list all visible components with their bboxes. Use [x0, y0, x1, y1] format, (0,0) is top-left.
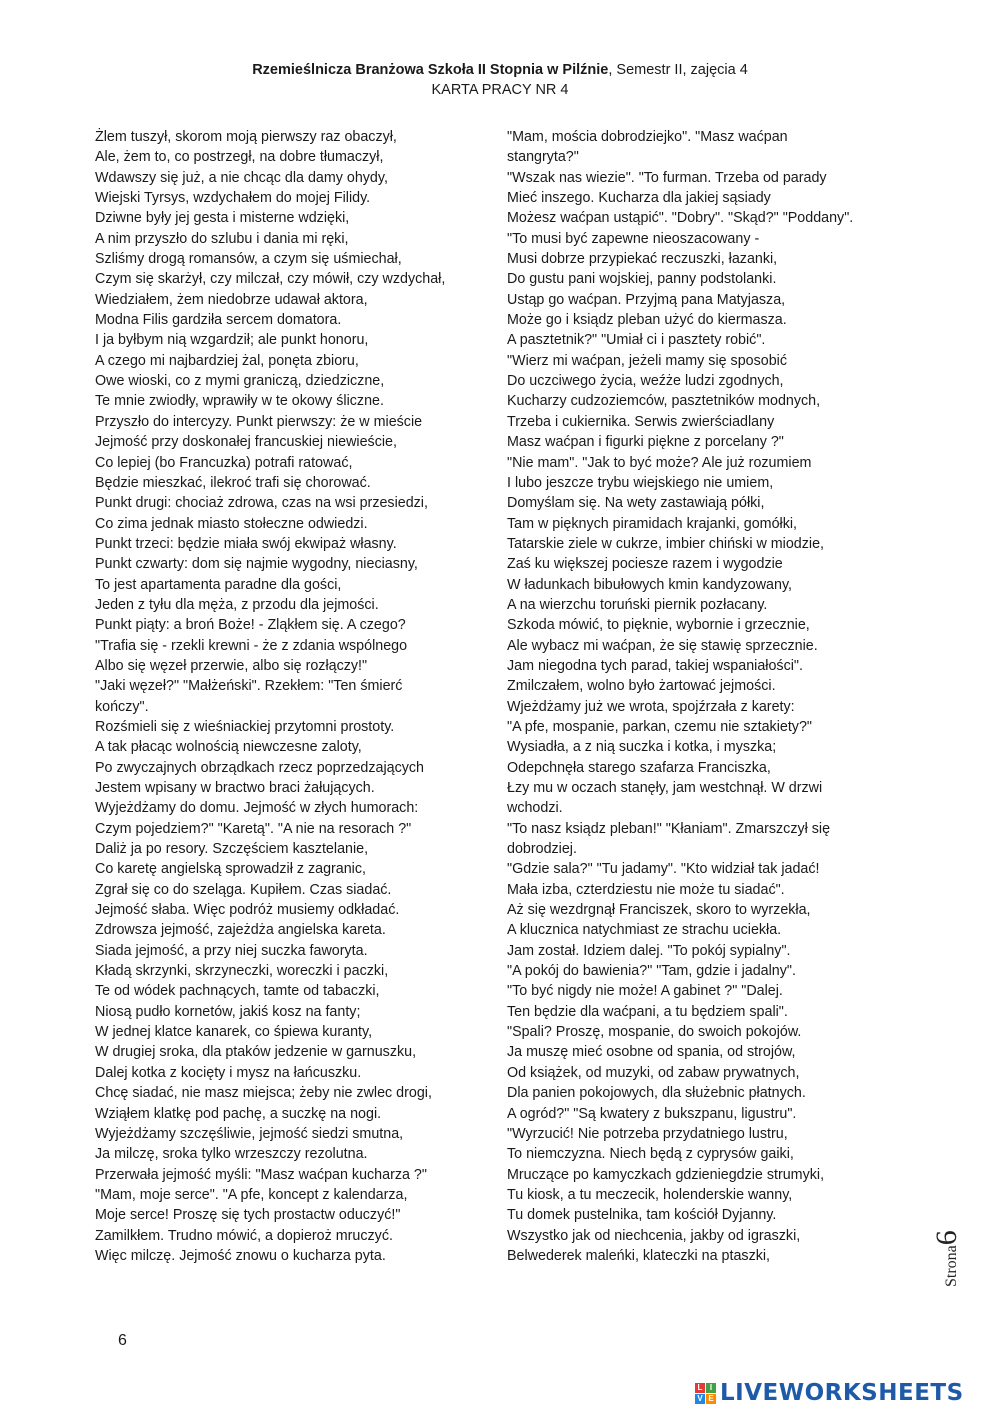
poem-line: Trzeba i cukiernika. Serwis zwierściadlany [507, 413, 775, 430]
poem-line: Te od wódek pachnących, tamte od tabaczki, [95, 983, 380, 1000]
poem-line: "To nasz ksiądz pleban!" "Kłaniam". Zmarszczył się [507, 820, 831, 837]
poem-line: Mieć inszego. Kucharza dla jakiej sąsiady [507, 190, 771, 207]
poem-line: To niemczyzna. Niech będą z cyprysów gaiki, [507, 1146, 794, 1163]
poem-line: Dalej kotka z kocięty i mysz na łańcuszku. [95, 1064, 362, 1081]
poem-line: Punkt drugi: chociaż zdrowa, czas na wsi przesiedzi, [95, 495, 428, 512]
poem-line: Punkt trzeci: będzie miała swój ekwipaż własny. [95, 535, 397, 552]
poem-line: Więc milczę. Jejmość znowu o kucharza pyta. [95, 1247, 386, 1264]
poem-line: wchodzi. [507, 800, 563, 817]
poem-line: Tu domek pustelnika, tam kościół Dyjanny. [507, 1207, 777, 1224]
poem-line: Dla panien pokojowych, dla służebnic płatnych. [507, 1085, 806, 1102]
poem-line: A ogród?" "Są kwatery z bukszpanu, ligustru". [507, 1105, 797, 1122]
poem-line: Musi dobrze przypiekać reczuszki, łazanki, [507, 251, 778, 268]
poem-line: Jeden z tyłu dla męża, z przodu dla jejmości. [95, 596, 379, 613]
poem-line: Wiedziałem, żem niedobrze udawał aktora, [95, 291, 368, 308]
poem-line: Domyślam się. Na wety zastawiają półki, [507, 495, 765, 512]
poem-line: "Wyrzucić! Nie potrzeba przydatniego lustru, [507, 1125, 788, 1142]
poem-line: "Mam, moje serce". "A pfe, koncept z kalendarza, [95, 1186, 408, 1203]
poem-line: "Wierz mi waćpan, jeżeli mamy się sposobić [507, 352, 787, 369]
poem-line: Kucharzy cudzoziemców, pasztetników modnych, [507, 393, 821, 410]
poem-line: Żlem tuszył, skorom moją pierwszy raz obaczył, [95, 129, 397, 145]
poem-line: W ładunkach bibułowych kmin kandyzowany, [507, 576, 793, 593]
poem-line: A czego mi najbardziej żal, ponęta zbioru, [95, 352, 359, 369]
poem-line: Ale, żem to, co postrzegł, na dobre tłumaczył, [95, 149, 384, 166]
poem-line: Masz waćpan i figurki piękne z porcelany ?" [507, 434, 784, 451]
poem-line: Daliż ja po resory. Szczęściem kasztelanie, [95, 841, 369, 858]
poem-line: Może go i ksiądz pleban użyć do kiermasza. [507, 312, 787, 329]
side-page-number [918, 1215, 988, 1290]
poem-line: "To musi być zapewne nieoszacowany - [507, 230, 760, 247]
poem-line: Zaś ku większej pociesze razem i wygodzie [507, 556, 783, 573]
poem-line: Jestem wpisany w bractwo braci żałujących. [95, 780, 375, 796]
poem-line: Czym się skarżył, czy milczał, czy mówił, czy wzdychał, [95, 271, 446, 288]
poem-line: Co lepiej (bo Francuzka) potrafi ratować, [95, 454, 353, 471]
document-header [0, 60, 1000, 100]
school-name: Rzemieślnicza Branżowa Szkoła II Stopnia w Pilźnie [252, 62, 609, 78]
poem-line: Co zima jednak miasto stołeczne odwiedzi. [95, 515, 368, 532]
logo-block-i: I [706, 1383, 716, 1393]
poem-line: "Nie mam". "Jak to być może? Ale już rozumiem [507, 454, 812, 471]
poem-line: Ja milczę, sroka tylko wrzeszczy rezolutna. [95, 1146, 368, 1163]
poem-line: Punkt piąty: a broń Boże! - Zląkłem się. A czego? [95, 617, 406, 634]
poem-line: Co karetę angielską sprowadził z zagranic, [95, 861, 366, 878]
poem-line: I lubo jeszcze trybu wiejskiego nie umiem, [507, 474, 774, 491]
poem-line: Owe wioski, co z mymi graniczą, dziedziczne, [95, 373, 385, 390]
poem-line: Ustąp go waćpan. Przyjmą pana Matyjasza, [507, 291, 786, 308]
poem-line: Od książek, od muzyki, od zabaw prywatnych, [507, 1064, 800, 1081]
poem-line: Do gustu pani wojskiej, panny podstolanki. [507, 271, 777, 288]
logo-block-e: E [706, 1394, 716, 1404]
poem-line: "Trafia się - rzekli krewni - że z zdania wspólnego [95, 637, 408, 654]
poem-line: A klucznica natychmiast ze strachu uciekła. [507, 922, 782, 939]
poem-line: Wysiadła, a z nią suczka i kotka, i myszka; [507, 739, 777, 756]
poem-line: Zgrał się co do szeląga. Kupiłem. Czas siadać. [95, 881, 392, 898]
poem-line: A na wierzchu toruński piernik pozłacany. [507, 596, 768, 613]
poem-line: Wiejski Tyrsys, wzdychałem do mojej Filidy. [95, 190, 371, 207]
poem-line: Jam niegodna tych parad, takiej wspaniałości". [507, 657, 803, 674]
poem-line: To jest apartamenta paradne dla gości, [95, 576, 342, 593]
poem-line: Tam w pięknych piramidach krajanki, gomółki, [507, 515, 798, 532]
poem-line: Ale wybacz mi waćpan, że się stawię sprzecznie. [507, 637, 818, 654]
semester-info: , Semestr II, zajęcia 4 [608, 62, 748, 78]
worksheet-title: KARTA PRACY NR 4 [431, 82, 569, 98]
liveworksheets-logo-icon [695, 1383, 716, 1404]
poem-line: Wdawszy się już, a nie chcąc dla damy ohydy, [95, 169, 388, 186]
poem-line: Wyjeżdżamy szczęśliwie, jejmość siedzi smutna, [95, 1125, 404, 1142]
poem-line: Tatarskie ziele w cukrze, imbier chiński w miodzie, [507, 535, 825, 552]
poem-line: "To być nigdy nie może! A gabinet ?" "Dalej. [507, 983, 783, 1000]
poem-line: Przerwała jejmość myśli: "Masz waćpan kucharza ?" [95, 1166, 427, 1183]
poem-line: Jejmość słaba. Więc podróż musiemy odkładać. [95, 902, 400, 919]
poem-line: "A pfe, mospanie, parkan, czemu nie sztakiety?" [507, 718, 812, 735]
poem-line: Dziwne były jej gesta i misterne wdzięki, [95, 210, 350, 227]
poem-line: "Jaki węzeł?" "Małżeński". Rzekłem: "Ten śmierć [95, 678, 403, 695]
poem-line: dobrodziej. [507, 841, 577, 858]
poem-line: Jam został. Idziem dalej. "To pokój sypialny". [507, 942, 791, 959]
poem-line: Zamilkłem. Trudno mówić, a dopieroż mruczyć. [95, 1227, 393, 1244]
poem-line: Modna Filis gardziła sercem domatora. [95, 312, 342, 329]
poem-line: Zdrowsza jejmość, zajeżdża angielska kareta. [95, 922, 386, 939]
poem-line: "Mam, mościa dobrodziejko". "Masz waćpan [507, 129, 788, 145]
poem-line: Mruczące po kamyczkach gdzieniegdzie strumyki, [507, 1166, 825, 1183]
poem-line: Szkoda mówić, to pięknie, wybornie i grzecznie, [507, 617, 810, 634]
poem-line: Kładą skrzynki, skrzyneczki, woreczki i paczki, [95, 963, 389, 980]
poem-line: Chcę siadać, nie masz miejsca; żeby nie zwlec drogi, [95, 1085, 432, 1102]
side-page-digit: 6 [930, 1230, 963, 1246]
poem-line: "Gdzie sala?" "Tu jadamy". "Kto widział tak jadać! [507, 861, 820, 878]
poem-line: Albo się węzeł przerwie, albo się rozłączy!" [95, 657, 368, 674]
poem-line: Siada jejmość, a przy niej suczka faworyta. [95, 942, 368, 959]
poem-line: Punkt czwarty: dom się najmie wygodny, nieciasny, [95, 556, 418, 573]
poem-line: Możesz waćpan ustąpić". "Dobry". "Skąd?" "Poddany". [507, 210, 854, 227]
poem-line: "Wszak nas wiezie". "To furman. Trzeba od parady [507, 169, 827, 186]
poem-line: Odepchnęła starego szafarza Franciszka, [507, 759, 771, 776]
footer-page-number: 6 [118, 1332, 127, 1349]
poem-line: A pasztetnik?" "Umiał ci i pasztety robić". [507, 332, 766, 349]
header-line-1 [0, 60, 1000, 80]
liveworksheets-wordmark: LIVEWORKSHEETS [720, 1380, 964, 1406]
poem-line: Będzie mieszkać, ilekroć trafi się chorować. [95, 474, 371, 491]
poem-line: Łzy mu w oczach stanęły, jam westchnął. W drzwi [507, 780, 823, 796]
poem-line: I ja byłbym nią wzgardził; ale punkt honoru, [95, 332, 369, 349]
logo-block-v: V [695, 1394, 705, 1404]
poem-line: kończy". [95, 698, 149, 715]
poem-line: Szliśmy drogą romansów, a czym się uśmiechał, [95, 251, 402, 268]
liveworksheets-watermark [695, 1380, 964, 1406]
poem-line: Zmilczałem, wolno było żartować jejmości. [507, 678, 776, 695]
logo-block-l: L [695, 1383, 705, 1393]
poem-column-left [95, 127, 490, 1266]
poem-line: Do uczciwego życia, weźże ludzi zgodnych, [507, 373, 784, 390]
poem-line: Jejmość przy doskonałej francuskiej niewieście, [95, 434, 397, 451]
poem-line: Wszystko jak od niechcenia, jakby od igraszki, [507, 1227, 801, 1244]
poem-column-right [507, 127, 902, 1266]
poem-line: W drugiej sroka, dla ptaków jedzenie w garnuszku, [95, 1044, 417, 1061]
poem-line: W jednej klatce kanarek, co śpiewa kuranty, [95, 1024, 373, 1041]
poem-line: Czym pojedziem?" "Karetą". "A nie na resorach ?" [95, 820, 412, 837]
poem-line: Wjeżdżamy już we wrota, spojźrzała z karety: [507, 698, 795, 715]
poem-line: A tak płacąc wolnością niewczesne zaloty, [95, 739, 362, 756]
poem-line: stangryta?" [507, 149, 579, 166]
poem-line: Rozśmieli się z wieśniackiej przytomni prostoty. [95, 718, 395, 735]
poem-line: Tu kiosk, a tu meczecik, holenderskie wanny, [507, 1186, 793, 1203]
poem-line: Aż się wezdrgnął Franciszek, skoro to wyrzekła, [507, 902, 811, 919]
poem-line: "Spali? Proszę, mospanie, do swoich pokojów. [507, 1024, 802, 1041]
poem-line: Niosą pudło kornetów, jakiś kosz na fanty; [95, 1003, 361, 1020]
poem-line: Przyszło do intercyzy. Punkt pierwszy: że w mieście [95, 413, 423, 430]
side-page-label: Strona [943, 1245, 960, 1287]
poem-line: Po zwyczajnych obrządkach rzecz poprzedzających [95, 759, 424, 776]
poem-line: Belwederek maleńki, klateczki na ptaszki, [507, 1247, 771, 1264]
poem-line: Wziąłem klatkę pod pachę, a suczkę na nogi. [95, 1105, 382, 1122]
poem-line: Wyjeżdżamy do domu. Jejmość w złych humorach: [95, 800, 419, 817]
poem-line: Mała izba, czterdziestu nie może tu siadać". [507, 881, 785, 898]
poem-line: A nim przyszło do szlubu i dania mi ręki, [95, 230, 349, 247]
poem-line: Ja muszę mieć osobne od spania, od strojów, [507, 1044, 796, 1061]
poem-line: Moje serce! Proszę się tych prostactw oduczyć!" [95, 1207, 401, 1224]
poem-line: Ten będzie dla waćpani, a tu będziem spali". [507, 1003, 788, 1020]
poem-line: Te mnie zwiodły, wprawiły w te okowy śliczne. [95, 393, 384, 410]
poem-line: "A pokój do bawienia?" "Tam, gdzie i jadalny". [507, 963, 796, 980]
